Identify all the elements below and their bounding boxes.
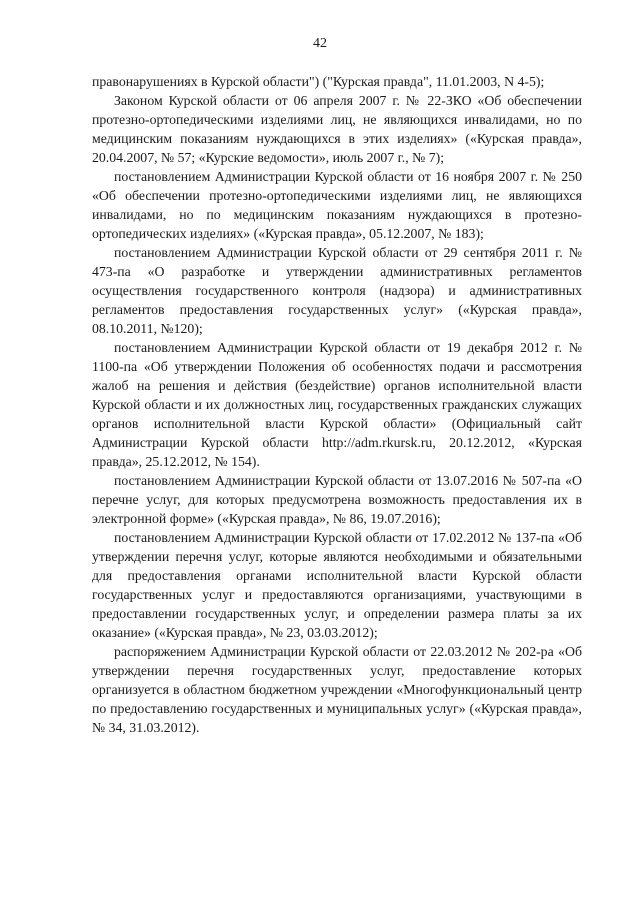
- paragraph-resolution-250: постановлением Администрации Курской области от 16 ноября 2007 г. № 250 «Об обеспечении протезно-ортопедическими изделиями лиц, не являющихся инвалидами, но по медицинским показаниям нуждающихся в протезно-ортопедических изделиях» («Курская правда», 05.12.2007, № 183);: [92, 169, 582, 241]
- paragraph-resolution-507: постановлением Администрации Курской области от 13.07.2016 № 507-па «О перечне услуг, для которых предусмотрена возможность предоставления их в электронной форме» («Курская правда», № 86, 19.07.2016);: [92, 473, 582, 526]
- page-number: 42: [313, 36, 327, 51]
- paragraph-law-22-zko: Законом Курской области от 06 апреля 2007 г. № 22-ЗКО «Об обеспечении протезно-ортопедическими изделиями лиц, не являющихся инвалидами, но по медицинским показаниям нуждающихся в этих изделиях» («Курская правда», 20.04.2007, № 57; «Курские ведомости», июль 2007 г., № 7);: [92, 93, 582, 165]
- document-body: [92, 72, 582, 737]
- paragraph-resolution-1100: постановлением Администрации Курской области от 19 декабря 2012 г. № 1100-па «Об утверждении Положения об особенностях подачи и рассмотрения жалоб на решения и действия (бездействие) органов исполнительной власти Курской области и их должностных лиц, государственных гражданских служащих органов исполнительной власти Курской области» (Официальный сайт Администрации Курской области http://adm.rkursk.ru, 20.12.2012, «Курская правда», 25.12.2012, № 154).: [92, 340, 582, 469]
- paragraph-order-202: распоряжением Администрации Курской области от 22.03.2012 № 202-ра «Об утверждении перечня государственных услуг, предоставление которых организуется в областном бюджетном учреждении «Многофункциональный центр по предоставлению государственных и муниципальных услуг» («Курская правда», № 34, 31.03.2012).: [92, 644, 582, 735]
- paragraph-continuation: правонарушениях в Курской области") ("Курская правда", 11.01.2003, N 4-5);: [92, 74, 545, 89]
- paragraph-resolution-473: постановлением Администрации Курской области от 29 сентября 2011 г. № 473-па «О разработке и утверждении административных регламентов осуществления государственного контроля (надзора) и административных регламентов предоставления государственных услуг» («Курская правда», 08.10.2011, №120);: [92, 245, 582, 336]
- paragraph-resolution-137: постановлением Администрации Курской области от 17.02.2012 № 137-па «Об утверждении перечня услуг, которые являются необходимыми и обязательными для предоставления органами исполнительной власти Курской области государственных услуг и предоставляются организациями, участвующими в предоставлении государственных услуг, и определении размера платы за их оказание» («Курская правда», № 23, 03.03.2012);: [92, 530, 582, 640]
